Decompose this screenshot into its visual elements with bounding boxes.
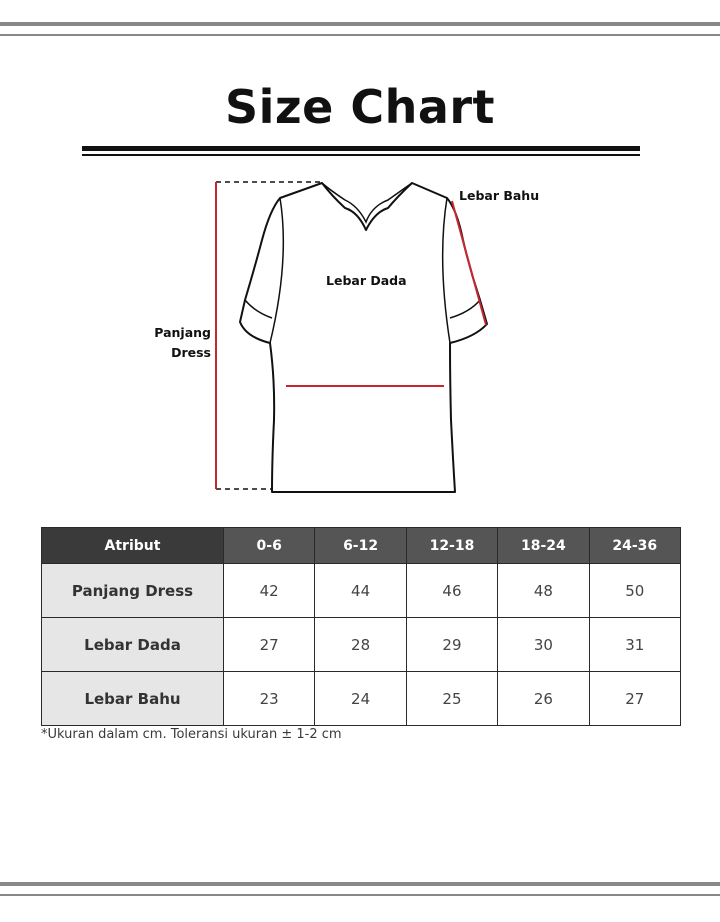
table-cell: 50 — [589, 564, 680, 618]
header-size: 6-12 — [315, 528, 406, 564]
header-size: 18-24 — [498, 528, 589, 564]
footnote: *Ukuran dalam cm. Toleransi ukuran ± 1-2 cm — [41, 727, 342, 742]
shoulder-label: Lebar Bahu — [459, 188, 540, 203]
table-cell: 23 — [224, 672, 315, 726]
header-size: 12-18 — [406, 528, 497, 564]
table-cell: 25 — [406, 672, 497, 726]
bottom-border-thin — [0, 894, 720, 896]
shirt-outline — [240, 183, 487, 492]
header-attribute: Atribut — [42, 528, 224, 564]
table-header-row — [42, 528, 681, 564]
table-cell: 26 — [498, 672, 589, 726]
row-label: Lebar Dada — [42, 618, 224, 672]
table-cell: 29 — [406, 618, 497, 672]
row-label: Lebar Bahu — [42, 672, 224, 726]
bottom-border-thick — [0, 882, 720, 886]
table-cell: 30 — [498, 618, 589, 672]
header-size: 0-6 — [224, 528, 315, 564]
size-table — [41, 527, 681, 726]
table-cell: 24 — [315, 672, 406, 726]
table-cell: 42 — [224, 564, 315, 618]
table-cell: 44 — [315, 564, 406, 618]
table-cell: 48 — [498, 564, 589, 618]
length-label-line2: Dress — [171, 345, 211, 360]
page-title: Size Chart — [224, 80, 496, 134]
length-label-line1: Panjang — [154, 325, 211, 340]
table-row — [42, 672, 681, 726]
header-size: 24-36 — [589, 528, 680, 564]
table-cell: 27 — [589, 672, 680, 726]
table-row — [42, 564, 681, 618]
table-cell: 46 — [406, 564, 497, 618]
row-label: Panjang Dress — [42, 564, 224, 618]
table-cell: 31 — [589, 618, 680, 672]
table-row — [42, 618, 681, 672]
chest-label: Lebar Dada — [326, 273, 407, 288]
table-cell: 27 — [224, 618, 315, 672]
table-cell: 28 — [315, 618, 406, 672]
